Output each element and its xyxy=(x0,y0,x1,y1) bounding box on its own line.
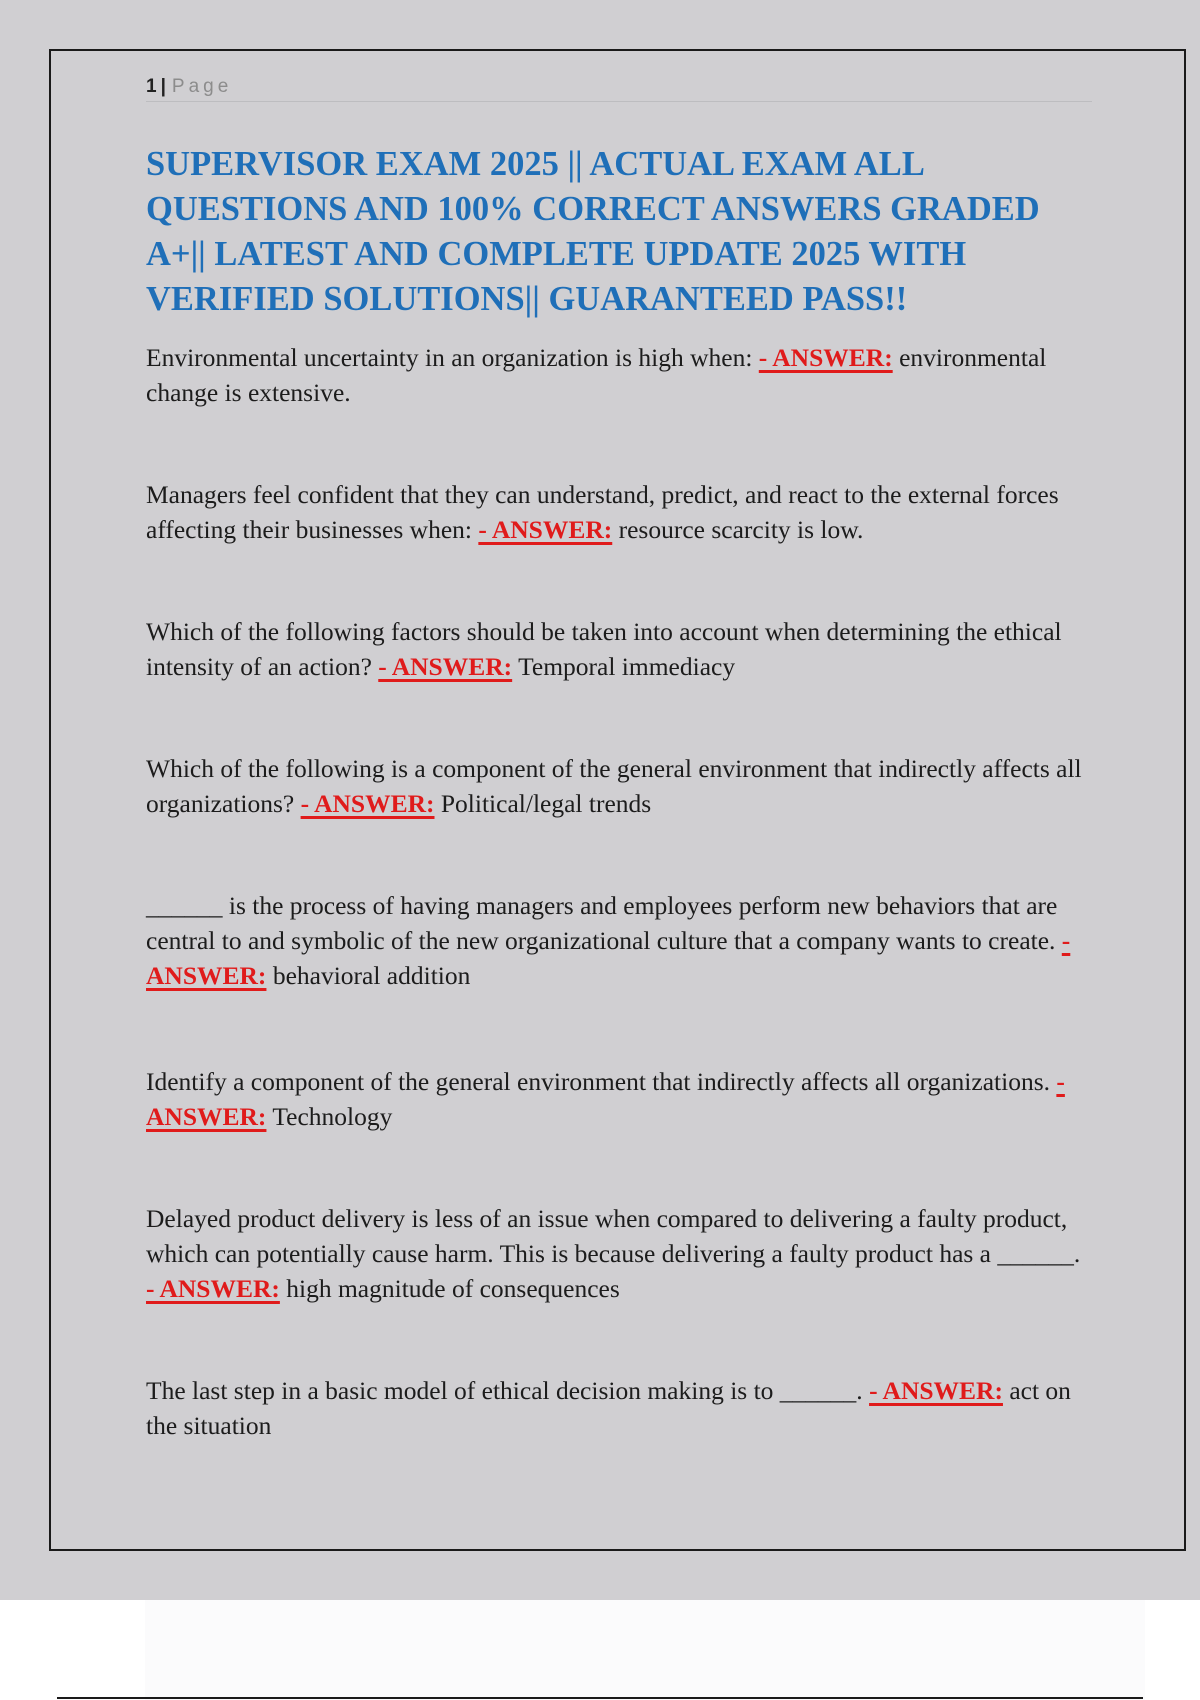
question-text: Environmental uncertainty in an organization is high when: xyxy=(146,343,759,372)
answer-text: Temporal immediacy xyxy=(518,652,736,681)
qa-item xyxy=(146,1064,1092,1134)
question-text: Which of the following factors should be taken into account when determining the ethical intensity of an action? xyxy=(146,617,1062,681)
answer-text: act on the situation xyxy=(146,1376,1071,1440)
question-text: Identify a component of the general environment that indirectly affects all organizations. xyxy=(146,1067,1057,1096)
answer-text: Political/legal trends xyxy=(440,789,652,818)
answer-label: - ANSWER: xyxy=(146,926,1071,990)
next-page-preview xyxy=(145,1600,1145,1700)
question-text: Delayed product delivery is less of an issue when compared to delivering a faulty product, which can potentially cause harm. This is because delivering a faulty product has a ______. xyxy=(146,1204,1081,1268)
question-text: ______ is the process of having managers and employees perform new behaviors that are central to and symbolic of the new organizational culture that a company wants to create. xyxy=(146,891,1062,955)
qa-item xyxy=(146,477,1092,547)
document-title: SUPERVISOR EXAM 2025 || ACTUAL EXAM ALL QUESTIONS AND 100% CORRECT ANSWERS GRADED A+|| LATEST AND COMPLETE UPDATE 2025 WITH VERIFIED SOLUTIONS|| GUARANTEED PASS!! xyxy=(146,145,1040,318)
qa-item xyxy=(146,751,1092,821)
page-label: Page xyxy=(171,76,233,97)
answer-label: - ANSWER: xyxy=(146,1067,1065,1131)
answer-text: Technology xyxy=(272,1102,393,1131)
answer-label: - ANSWER: xyxy=(300,789,435,818)
page-header xyxy=(146,73,1092,102)
answer-text: environmental change is extensive. xyxy=(146,343,1047,407)
qa-item xyxy=(146,1373,1092,1443)
question-text: Managers feel confident that they can understand, predict, and react to the external forces affecting their businesses when: xyxy=(146,480,1059,544)
page-number: 1 xyxy=(146,76,157,97)
next-page-rule xyxy=(57,1697,1143,1699)
qa-item xyxy=(146,614,1092,684)
answer-label: - ANSWER: xyxy=(478,515,613,544)
answer-label: - ANSWER: xyxy=(378,652,513,681)
answer-label: - ANSWER: xyxy=(869,1376,1003,1405)
answer-text: behavioral addition xyxy=(272,961,471,990)
answer-label: - ANSWER: xyxy=(758,343,893,372)
answer-text: resource scarcity is low. xyxy=(618,515,864,544)
qa-item xyxy=(146,888,1092,993)
qa-item xyxy=(146,1201,1092,1306)
answer-label: - ANSWER: xyxy=(146,1274,280,1303)
answer-text: high magnitude of consequences xyxy=(286,1274,620,1303)
question-text: The last step in a basic model of ethical decision making is to ______. xyxy=(146,1376,870,1405)
page-separator: | xyxy=(160,76,166,97)
qa-item xyxy=(146,340,1092,410)
question-text: Which of the following is a component of the general environment that indirectly affects all organizations? xyxy=(146,754,1082,818)
